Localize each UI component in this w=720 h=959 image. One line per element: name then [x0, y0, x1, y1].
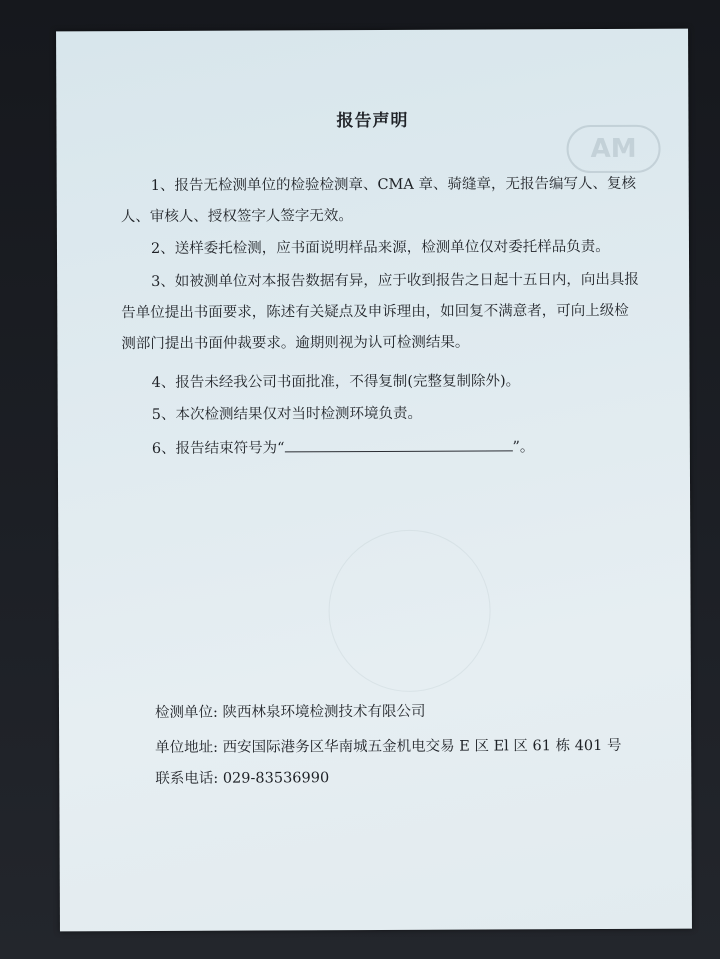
statement-item-6 — [122, 432, 642, 465]
end-symbol-blank — [284, 436, 512, 452]
statement-item-2: 2、送样委托检测，应书面说明样品来源，检测单位仅对委托样品负责。 — [150, 238, 610, 257]
contact-phone-line — [155, 768, 329, 789]
contact-phone-label: 联系电话: — [155, 770, 219, 787]
faint-seal-impression — [328, 529, 491, 692]
faint-stamp-mark: AM — [566, 125, 660, 173]
unit-address-label: 单位地址: — [155, 739, 219, 756]
item6-suffix: ”。 — [512, 439, 535, 456]
statement-item-5: 5、本次检测结果仅对当时检测环境负责。 — [151, 405, 422, 423]
testing-unit-line — [155, 702, 426, 723]
report-statement-page — [56, 29, 692, 932]
page-title: 报告声明 — [336, 110, 409, 132]
statement-item-3: 3、如被测单位对本报告数据有异，应于收到报告之日起十五日内，向出具报告单位提出书面要求，陈述有关疑点及申诉理由，如回复不满意者，可向上级检测部门提出书面仲裁要求。逾期则视为认可检测结果。 — [121, 271, 639, 353]
item6-prefix: 6、报告结束符号为“ — [151, 440, 285, 457]
unit-address-line — [155, 736, 621, 758]
testing-unit-label: 检测单位: — [154, 704, 218, 721]
contact-phone-value: 029-83536990 — [222, 770, 330, 787]
unit-address-value: 西安国际港务区华南城五金机电交易 E 区 El 区 61 栋 401 号 — [222, 737, 622, 756]
testing-unit-value: 陕西林泉环境检测技术有限公司 — [222, 703, 426, 721]
statement-item-4: 4、报告未经我公司书面批准，不得复制(完整复制除外)。 — [151, 373, 521, 391]
statement-item-1: 1、报告无检测单位的检验检测章、CMA 章、骑缝章，无报告编写人、复核人、审核人、授权签字人签字无效。 — [120, 175, 636, 226]
